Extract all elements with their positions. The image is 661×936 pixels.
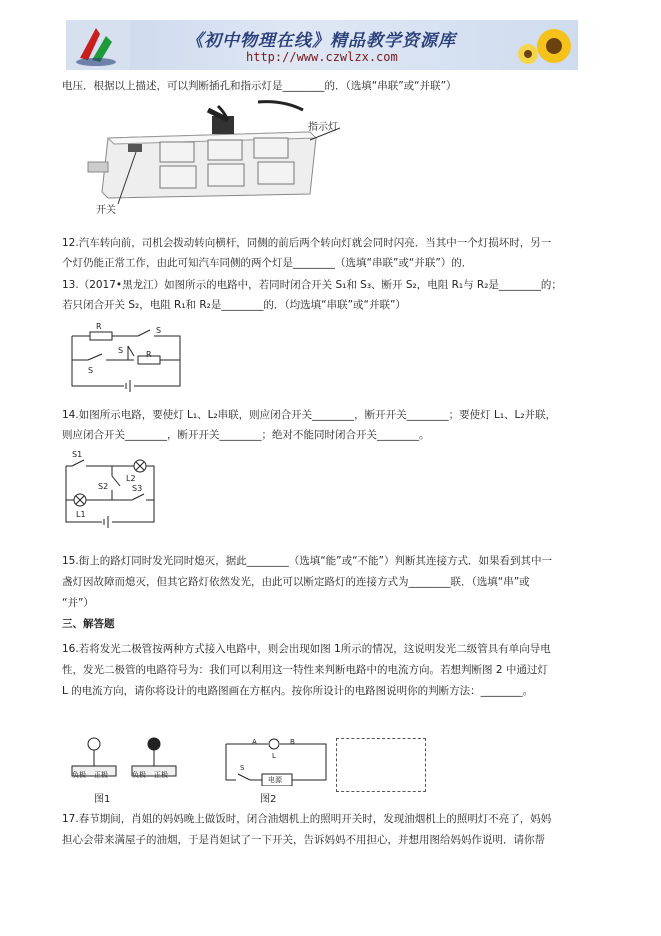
point-b-label: B bbox=[290, 738, 295, 746]
s1-label: S1 bbox=[72, 450, 83, 459]
l2-label: L2 bbox=[126, 474, 136, 483]
q15-line-1: 15.街上的路灯同时发光同时熄灭，据此________（选填“能”或“不能”）判断其连接方式．如果看到其中一 bbox=[62, 555, 552, 567]
q16-figure-1 bbox=[70, 734, 190, 804]
header-banner bbox=[66, 20, 578, 70]
l1-label: L1 bbox=[76, 510, 86, 519]
s3-label: S bbox=[88, 366, 94, 375]
point-a-label: A bbox=[252, 738, 257, 746]
q12-line-2: 个灯仍能正常工作，由此可知汽车同侧的两个灯是________（选填“串联”或“并联”）的． bbox=[62, 257, 473, 269]
section-heading: 三、解答题 bbox=[62, 618, 115, 630]
q14-line-2: 则应闭合开关________，断开开关________；绝对不能同时闭合开关________。 bbox=[62, 429, 430, 441]
indicator-label: 指示灯 bbox=[308, 122, 338, 133]
s2-label: S2 bbox=[98, 482, 109, 491]
q13-circuit-diagram bbox=[68, 322, 188, 392]
q16-line-3: L 的电流方向，请你将设计的电路图画在方框内。按你所设计的电路图说明你的判断方法：________。 bbox=[62, 685, 534, 697]
banner-title: 《初中物理在线》精品教学资源库 bbox=[186, 31, 456, 51]
paragraph-line: 电压．根据以上描述，可以判断插孔和指示灯是________的．（选填“串联”或“并联”） bbox=[62, 80, 457, 92]
pos-label-1: 正极 bbox=[94, 771, 108, 779]
q12-line-1: 12.汽车转向前，司机会拨动转向横杆，同侧的前后两个转向灯就会同时闪亮．当其中一个灯损坏时，另一 bbox=[62, 237, 552, 249]
sunflower-icon bbox=[514, 24, 574, 68]
q14-line-1: 14.如图所示电路，要使灯 L₁、L₂串联，则应闭合开关________，断开开关________；要使灯 L₁、L₂并联， bbox=[62, 409, 557, 421]
q17-line-2: 担心会带来满屋子的油烟，于是肖妲试了一下开关，告诉妈妈不用担心，并想用图给妈妈作说明．请你帮 bbox=[62, 834, 545, 846]
figure-1-caption: 图1 bbox=[94, 794, 111, 805]
r2-label: R bbox=[146, 350, 152, 359]
switch-label: 开关 bbox=[96, 205, 116, 216]
q17-line-1: 17.春节期间，肖姐的妈妈晚上做饭时，闭合油烟机上的照明开关时，发现油烟机上的照明灯不亮了，妈妈 bbox=[62, 813, 552, 825]
s1-label: S bbox=[156, 326, 162, 335]
s2-label: S bbox=[118, 346, 124, 355]
answer-box bbox=[336, 738, 426, 792]
s3-label: S3 bbox=[132, 484, 143, 493]
q16-figure-2 bbox=[222, 736, 332, 804]
q16-line-2: 性，发光二极管的电路符号为：我们可以利用这一特性来判断电路中的电流方向。若想判断图 2 中通过灯 bbox=[62, 664, 548, 676]
lamp-l-label: L bbox=[272, 752, 276, 760]
switch-s-label: S bbox=[240, 764, 245, 772]
banner-url: http://www.czwlzx.com bbox=[246, 50, 398, 64]
power-label: 电源 bbox=[268, 776, 282, 784]
r1-label: R bbox=[96, 322, 102, 331]
site-logo-icon bbox=[66, 20, 130, 70]
q13-line-1: 13.（2017•黑龙江）如图所示的电路中，若同时闭合开关 S₁和 S₃、断开 S₂，电阻 R₁与 R₂是________的； bbox=[62, 279, 562, 291]
q15-line-2: 盏灯因故障而熄灭，但其它路灯依然发光，由此可以断定路灯的连接方式为________联．（选填“串”或 bbox=[62, 576, 530, 588]
neg-label-2: 负极 bbox=[132, 771, 146, 779]
neg-label-1: 负极 bbox=[72, 771, 86, 779]
pos-label-2: 正极 bbox=[154, 771, 168, 779]
q14-circuit-diagram bbox=[62, 452, 162, 528]
power-strip-figure bbox=[78, 98, 388, 220]
figure-2-caption: 图2 bbox=[260, 794, 277, 805]
q16-line-1: 16.若将发光二极管按两种方式接入电路中，则会出现如图 1所示的情况，这说明发光二级管具有单向导电 bbox=[62, 643, 551, 655]
q13-line-2: 若只闭合开关 S₂，电阻 R₁和 R₂是________的．（均选填“串联”或“并联”） bbox=[62, 299, 406, 311]
q15-line-3: “并”） bbox=[62, 597, 94, 609]
